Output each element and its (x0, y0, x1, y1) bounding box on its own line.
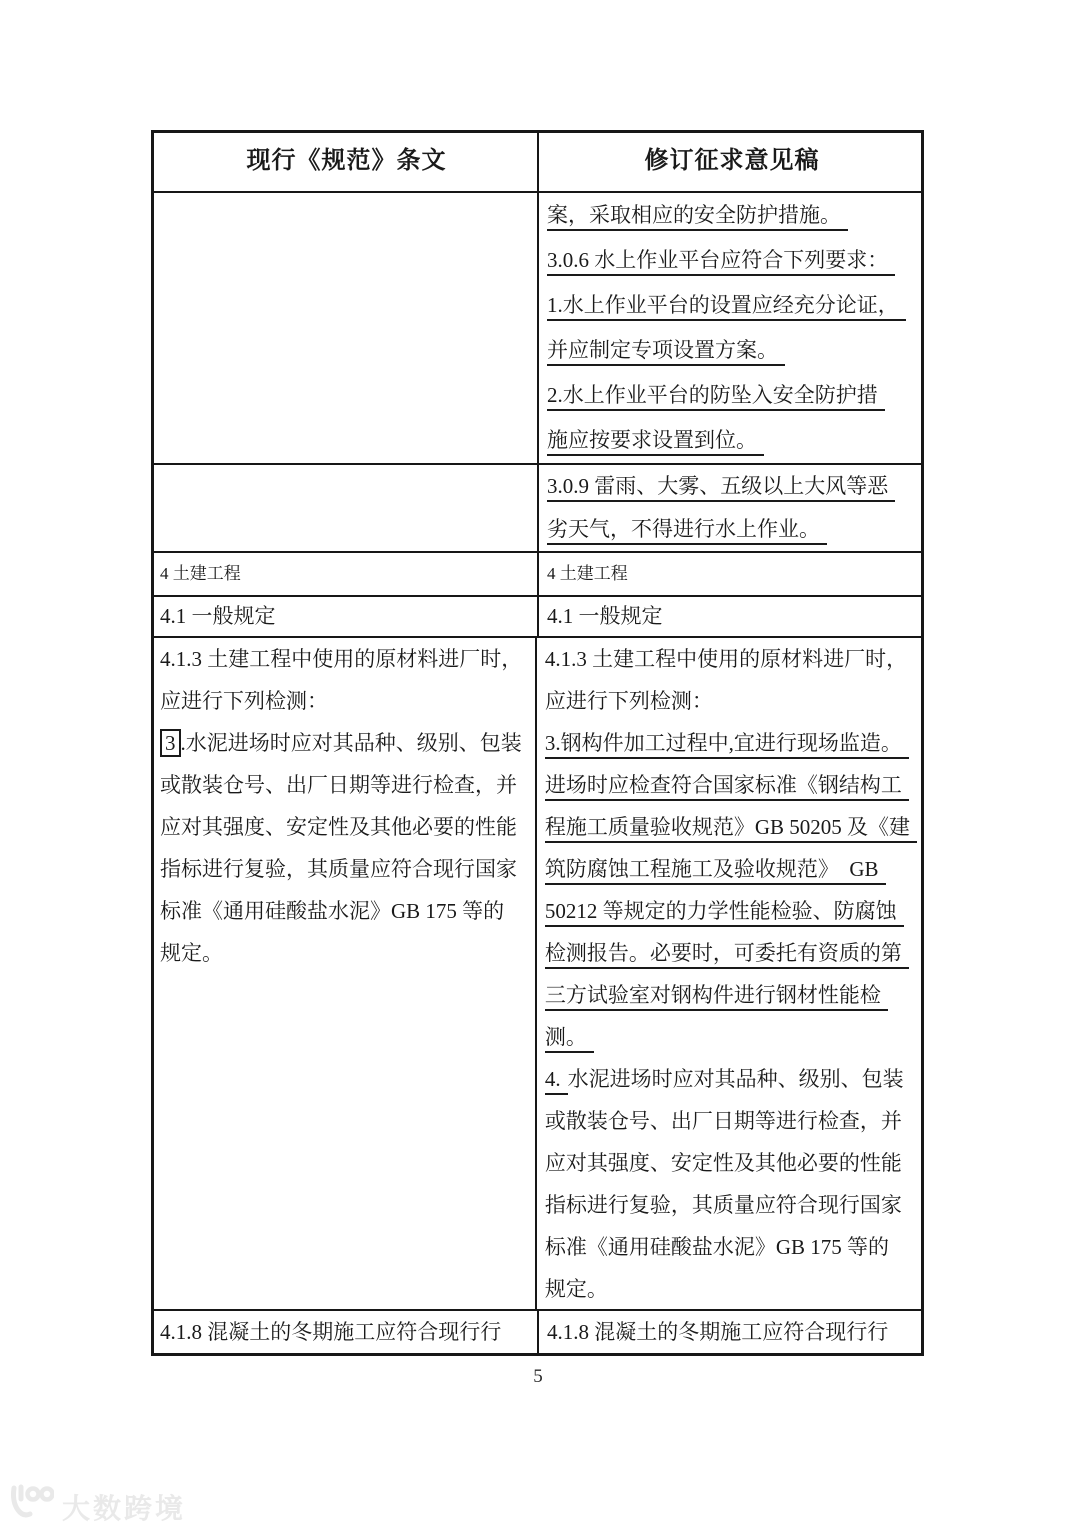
header-current-spec: 现行《规范》条文 (246, 147, 447, 174)
watermark (8, 1484, 186, 1527)
watermark-text: 大数跨境 (62, 1492, 187, 1524)
text-line: 进场时应检查符合国家标准《钢结构工 (545, 764, 917, 806)
comparison-table (151, 130, 924, 1356)
table-row (154, 191, 921, 463)
text-line: 施应按要求设置到位。 (547, 418, 917, 463)
text-line: 标准《通用硅酸盐水泥》GB 175 等的 (544, 1235, 889, 1259)
text-line: 50212 等规定的力学性能检验、防腐蚀 (545, 890, 917, 932)
text-line: 应进行下列检测： (160, 689, 328, 713)
cell-current-4-1-8: 4.1.8 混凝土的冬期施工应符合现行行 (160, 1320, 502, 1344)
text-line: 劣天气，不得进行水上作业。 (547, 508, 917, 551)
text-line: 测。 (545, 1016, 917, 1058)
text-line: 3.钢构件加工过程中,宜进行现场监造。 (545, 722, 917, 764)
cell-revision-4-1-8: 4.1.8 混凝土的冬期施工应符合现行行 (537, 1311, 921, 1353)
text-line: 3 .水泥进场时应对其品种、级别、包装 (160, 722, 531, 764)
cell-current-4-1: 4.1 一般规定 (160, 604, 276, 628)
text-line: 规定。 (160, 941, 223, 965)
header-revision-draft: 修订征求意见稿 (537, 133, 921, 191)
text-line: 应对其强度、安定性及其他必要的性能 (544, 1151, 902, 1175)
text-line: 筑防腐蚀工程施工及验收规范》 GB (545, 848, 917, 890)
text-line: 4. 水泥进场时应对其品种、级别、包装 (545, 1058, 917, 1100)
text-line: 4.1.3 土建工程中使用的原材料进厂时， (544, 647, 908, 671)
boxed-item-number: 3 (160, 729, 181, 757)
text-line: 并应制定专项设置方案。 (547, 328, 917, 373)
text-line: 规定。 (544, 1277, 608, 1301)
table-row (154, 551, 921, 595)
cell-revision-3-0-6 (537, 193, 921, 463)
text-line: 三方试验室对钢构件进行钢材性能检 (545, 974, 917, 1016)
table-row (154, 1309, 921, 1353)
text-line: 检测报告。必要时，可委托有资质的第 (545, 932, 917, 974)
watermark-100-logo-icon (8, 1484, 54, 1527)
cell-current-empty (154, 193, 537, 463)
text-line: 标准《通用硅酸盐水泥》GB 175 等的 (160, 899, 505, 923)
cell-current-chapter-4: 4 土建工程 (160, 564, 241, 583)
text-line: 指标进行复验，其质量应符合现行国家 (544, 1193, 902, 1217)
text-line: 1.水上作业平台的设置应经充分论证， (547, 283, 917, 328)
table-row (154, 595, 921, 636)
text-line: 应进行下列检测： (544, 689, 713, 713)
text-line: 2.水上作业平台的防坠入安全防护措 (547, 373, 917, 418)
cell-current-4-1-3 (154, 638, 535, 1309)
cell-revision-4-1-3 (535, 638, 921, 1309)
text-line: 3.0.9 雷雨、大雾、五级以上大风等恶 (547, 465, 917, 508)
cell-revision-3-0-9 (537, 465, 921, 551)
cell-current-empty (154, 465, 537, 551)
text-line: 3.0.6 水上作业平台应符合下列要求： (547, 238, 917, 283)
table-row (154, 463, 921, 551)
table-row (154, 636, 921, 1309)
text-line: 4.1.3 土建工程中使用的原材料进厂时， (160, 647, 523, 671)
text-line: 应对其强度、安定性及其他必要的性能 (160, 815, 517, 839)
text-line: 案，采取相应的安全防护措施。 (547, 193, 917, 238)
text-line: 或散装仓号、出厂日期等进行检查，并 (160, 773, 517, 797)
underlined-item-number: 4. (545, 1067, 568, 1095)
page-number: 5 (533, 1366, 543, 1387)
cell-revision-4-1: 4.1 一般规定 (537, 597, 921, 636)
table-header-row (154, 133, 921, 191)
cell-revision-chapter-4: 4 土建工程 (537, 553, 921, 595)
text-line: 指标进行复验，其质量应符合现行国家 (160, 857, 517, 881)
text-line: 程施工质量验收规范》GB 50205 及《建 (545, 806, 917, 848)
text-line: 或散装仓号、出厂日期等进行检查，并 (544, 1109, 902, 1133)
